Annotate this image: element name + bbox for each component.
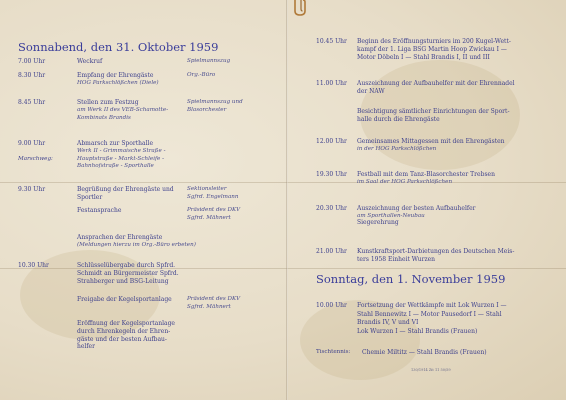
event-line: gäste und der besten Aufbau-	[77, 335, 167, 343]
time-label: 10.30 Uhr	[18, 262, 49, 269]
event-line: Festball mit dem Tanz-Blasorchester Trebsen	[357, 171, 495, 178]
event-line: Beginn des Eröffnungsturniers im 200 Kugel-Wett-	[357, 38, 511, 45]
responsible-note: Org.-Büro	[187, 72, 216, 78]
event-line: Abmarsch zur Sporthalle	[77, 140, 153, 147]
event-line: Sportler	[77, 193, 103, 201]
event-line: Siegerehrung	[357, 219, 399, 226]
responsible-note: Blasorchester	[187, 106, 227, 113]
event-line: Schlüsselübergabe durch Spfrd.	[77, 262, 176, 269]
event-line: Gemeinsames Mittagessen mit den Ehrengästen	[357, 138, 505, 145]
event-line: Freigabe der Kegelsportanlage	[77, 296, 172, 303]
event-note: am Sporthallen-Neubau	[357, 212, 425, 219]
event-note: im Saal der HOG Parkschlößchen	[357, 178, 453, 185]
event-line: durch Ehrenkegeln der Ehren-	[77, 327, 171, 335]
time-label: 11.00 Uhr	[316, 80, 347, 87]
event-line: Stellen zum Festzug	[77, 99, 139, 106]
sunday-heading: Sonntag, den 1. November 1959	[316, 272, 506, 286]
time-label: 8.45 Uhr	[18, 99, 46, 106]
event-line: Kunstkraftsport-Darbietungen des Deutschen Meis-	[357, 248, 515, 255]
event-line: Begrüßung der Ehrengäste und	[77, 186, 174, 193]
event-line: Stahl Bennewitz I — Motor Pausedorf I — Stahl	[357, 310, 502, 318]
event-note: in der HOG Parkschlößchen	[357, 145, 437, 152]
time-label: 10.45 Uhr	[316, 38, 347, 45]
center-fold	[286, 0, 288, 400]
event-line: Ansprachen der Ehrengäste	[77, 234, 163, 241]
time-label: 9.00 Uhr	[18, 140, 46, 147]
event-line: Schmidt an Bürgermeister Spfrd.	[77, 269, 179, 277]
event-note: Bahnhofstraße - Sporthalle	[77, 163, 154, 170]
paperclip-icon	[292, 0, 318, 16]
time-label: 19.30 Uhr	[316, 171, 347, 178]
responsible-note: Sektionsleiter	[187, 186, 227, 192]
event-line: Festansprache	[77, 207, 122, 214]
saturday-heading: Sonnabend, den 31. Oktober 1959	[18, 40, 219, 54]
event-line: helfer	[77, 343, 95, 351]
event-line: Chemie Miltitz — Stahl Brandis (Frauen)	[362, 349, 487, 356]
event-line: Brandis IV, V und VI	[357, 319, 419, 326]
responsible-note: Präsident des DKV	[187, 207, 241, 213]
event-line: der NAW	[357, 87, 385, 95]
event-note: HOG Parkschlößchen (Diele)	[77, 79, 159, 86]
event-note: Werk II - Grimmaische Straße -	[77, 147, 166, 154]
time-label: 7.00 Uhr	[18, 58, 46, 65]
responsible-note: Präsident des DKV	[187, 296, 241, 302]
event-line: Empfang der Ehrengäste	[77, 72, 154, 79]
event-line: Weckruf	[77, 58, 103, 65]
responsible-note: Spielmannszug und	[187, 99, 243, 105]
event-line: ters 1958 Einheit Wurzen	[357, 255, 436, 263]
event-line: halle durch die Ehrengäste	[357, 115, 440, 123]
event-line: Eröffnung der Kegelsportanlage	[77, 320, 175, 327]
event-line: kampf der 1. Liga BSG Martin Hoop Zwickau I —	[357, 45, 507, 53]
responsible-note: Sgfrd. Engelmann	[187, 193, 239, 200]
time-label: 9.30 Uhr	[18, 186, 46, 193]
time-label: 10.00 Uhr	[316, 302, 347, 309]
responsible-note: Spielmannszug	[187, 58, 231, 64]
event-line: Auszeichnung der Aufbauhelfer mit der Ehrennadel	[357, 80, 515, 87]
event-note: Hauptstraße - Markt-Schleife -	[77, 155, 165, 162]
event-note: am Werk II des VEB-Schamotte-	[77, 106, 169, 113]
time-label: 20.30 Uhr	[316, 205, 347, 212]
event-note: (Meldungen hierzu im Org.-Büro erbeten)	[77, 241, 196, 248]
time-label: Tischtennis:	[316, 349, 351, 355]
event-note: Kombinats Brandis	[77, 114, 131, 121]
time-label: 21.00 Uhr	[316, 248, 347, 255]
route-label: Marschweg:	[18, 156, 53, 162]
event-line: Lok Wurzen I — Stahl Brandis (Frauen)	[357, 327, 478, 335]
responsible-note: Sgfrd. Mähnert	[187, 214, 231, 221]
paper-crease	[0, 182, 566, 183]
event-line: Besichtigung sämtlicher Einrichtungen der Sport-	[357, 108, 510, 115]
responsible-note: Sgfrd. Mähnert	[187, 303, 231, 310]
time-label: 8.30 Uhr	[18, 72, 46, 79]
event-line: Motor Döbeln I — Stahl Brandis I, II und III	[357, 53, 490, 61]
print-code: 130/1914 Zit 11 50/59	[411, 368, 451, 372]
time-label: 12.00 Uhr	[316, 138, 347, 145]
event-line: Fortsetzung der Wettkämpfe mit Lok Wurzen I —	[357, 302, 507, 309]
event-line: Strahberger und BSG-Leitung	[77, 277, 169, 285]
event-line: Auszeichnung der besten Aufbauhelfer	[357, 205, 476, 212]
